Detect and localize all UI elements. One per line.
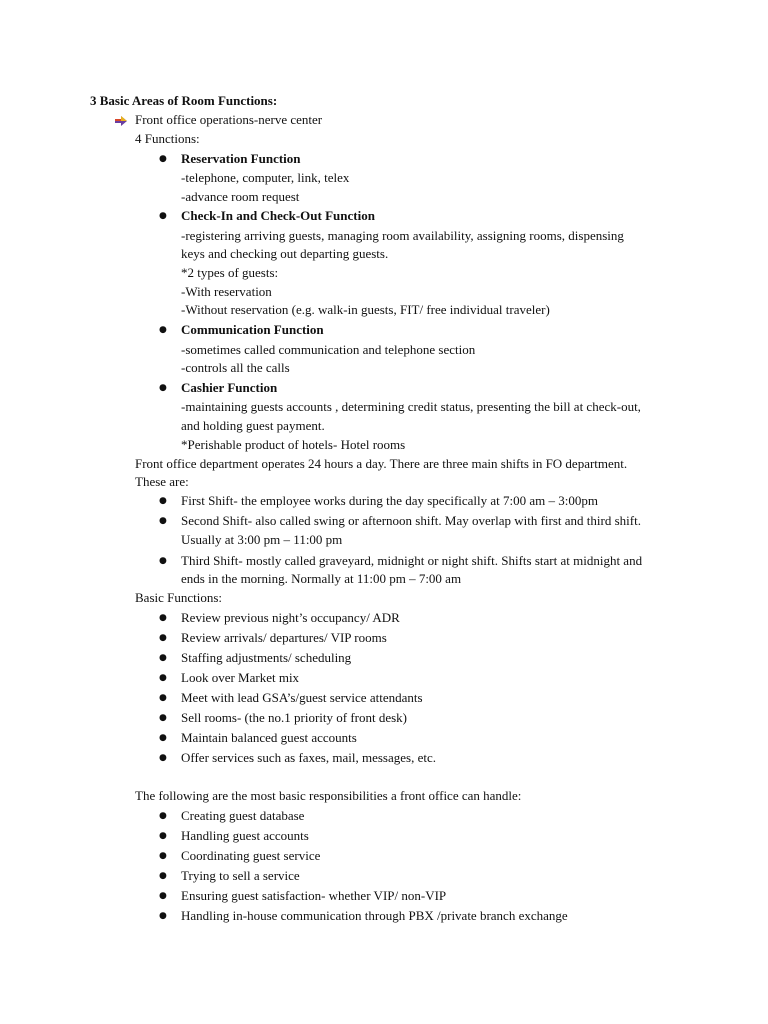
document-title: 3 Basic Areas of Room Functions: (90, 93, 278, 108)
responsibilities-label: The following are the most basic responsibilities a front office can handle: (135, 788, 522, 803)
bullet-icon: ● (159, 831, 167, 841)
front-office-label: Front office operations-nerve center (135, 112, 323, 127)
shifts-intro: Front office department operates 24 hours a day. There are three main shifts in FO department. (135, 456, 628, 471)
basic-function-item: Sell rooms- (the no.1 priority of front desk) (181, 710, 408, 725)
responsibility-item: Ensuring guest satisfaction- whether VIP/ non-VIP (181, 888, 447, 903)
bullet-icon: ● (159, 556, 167, 566)
communication-line: -controls all the calls (181, 360, 290, 375)
shift-item-continued: Usually at 3:00 pm – 11:00 pm (181, 532, 343, 547)
checkin-heading: Check-In and Check-Out Function (181, 208, 375, 223)
responsibility-item: Coordinating guest service (181, 848, 321, 863)
bullet-icon: ● (159, 911, 167, 921)
basic-function-item: Maintain balanced guest accounts (181, 730, 357, 745)
bullet-icon: ● (159, 325, 167, 335)
bullet-icon: ● (159, 496, 167, 506)
responsibility-item: Handling guest accounts (181, 828, 309, 843)
bullet-icon: ● (159, 733, 167, 743)
basic-function-item: Review previous night’s occupancy/ ADR (181, 610, 400, 625)
basic-function-item: Staffing adjustments/ scheduling (181, 650, 352, 665)
functions-label: 4 Functions: (135, 131, 200, 146)
basic-function-item: Meet with lead GSA’s/guest service attendants (181, 690, 423, 705)
bullet-icon: ● (159, 851, 167, 861)
arrow-bullet-icon (114, 115, 128, 127)
bullet-icon: ● (159, 516, 167, 526)
bullet-icon: ● (159, 633, 167, 643)
bullet-icon: ● (159, 154, 167, 164)
bullet-icon: ● (159, 811, 167, 821)
bullet-icon: ● (159, 753, 167, 763)
checkin-line: -registering arriving guests, managing room availability, assigning rooms, dispensing (181, 228, 624, 243)
bullet-icon: ● (159, 693, 167, 703)
communication-heading: Communication Function (181, 322, 324, 337)
communication-line: -sometimes called communication and telephone section (181, 342, 476, 357)
basic-function-item: Look over Market mix (181, 670, 300, 685)
bullet-icon: ● (159, 871, 167, 881)
responsibility-item: Creating guest database (181, 808, 305, 823)
basic-functions-label: Basic Functions: (135, 590, 223, 605)
responsibility-item: Handling in-house communication through PBX /private branch exchange (181, 908, 568, 923)
cashier-line: *Perishable product of hotels- Hotel rooms (181, 437, 406, 452)
cashier-line: and holding guest payment. (181, 418, 325, 433)
shift-item: Second Shift- also called swing or afternoon shift. May overlap with first and third shift. (181, 513, 641, 528)
shift-item-continued: ends in the morning. Normally at 11:00 pm – 7:00 am (181, 571, 462, 586)
checkin-line: -With reservation (181, 284, 272, 299)
bullet-icon: ● (159, 713, 167, 723)
bullet-icon: ● (159, 673, 167, 683)
cashier-heading: Cashier Function (181, 380, 278, 395)
basic-function-item: Review arrivals/ departures/ VIP rooms (181, 630, 387, 645)
checkin-line: keys and checking out departing guests. (181, 246, 389, 261)
reservation-line: -advance room request (181, 189, 300, 204)
shift-item: First Shift- the employee works during the day specifically at 7:00 am – 3:00pm (181, 493, 599, 508)
bullet-icon: ● (159, 613, 167, 623)
reservation-line: -telephone, computer, link, telex (181, 170, 350, 185)
checkin-line: -Without reservation (e.g. walk-in guests, FIT/ free individual traveler) (181, 302, 550, 317)
shift-item: Third Shift- mostly called graveyard, midnight or night shift. Shifts start at midnight and (181, 553, 643, 568)
cashier-line: -maintaining guests accounts , determining credit status, presenting the bill at check-out, (181, 399, 641, 414)
checkin-line: *2 types of guests: (181, 265, 279, 280)
bullet-icon: ● (159, 653, 167, 663)
bullet-icon: ● (159, 383, 167, 393)
reservation-heading: Reservation Function (181, 151, 301, 166)
bullet-icon: ● (159, 211, 167, 221)
bullet-icon: ● (159, 891, 167, 901)
basic-function-item: Offer services such as faxes, mail, messages, etc. (181, 750, 436, 765)
responsibility-item: Trying to sell a service (181, 868, 300, 883)
shifts-intro: These are: (135, 474, 189, 489)
